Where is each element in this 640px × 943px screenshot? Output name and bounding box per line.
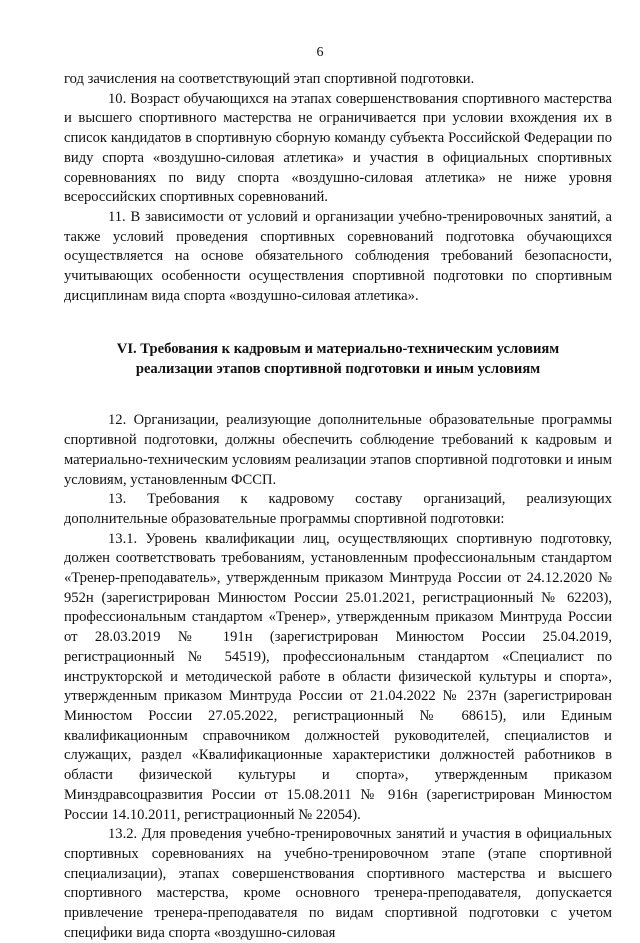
document-body [64, 70, 612, 943]
paragraph-continuation: год зачисления на соответствующий этап спортивной подготовки. [64, 71, 475, 87]
section-heading-line-1: VI. Требования к кадровым и материально-техническим условиям [116, 341, 560, 358]
paragraph-13: 13. Требования к кадровому составу организаций, реализующих дополнительные образовательные программы спортивной подготовки: [64, 491, 612, 527]
paragraph-13-2: 13.2. Для проведения учебно-тренировочных занятий и участия в официальных спортивных соревнованиях на учебно-тренировочном этапе (этапе спортивной специализации), этапах совершенствования спортивного мастерства и высшего спортивного мастерства, кроме основного тренера-преподавателя, допускается привлечение тренера-преподавателя по видам спортивной подготовки с учетом специфики вида спорта «воздушно-силовая [64, 826, 612, 941]
paragraph-11: 11. В зависимости от условий и организации учебно-тренировочных занятий, а также условий проведения спортивных соревнований подготовка обучающихся осуществляется на основе обязательного соблюдения требований безопасности, учитывающих особенности осуществления спортивной подготовки по спортивным дисциплинам вида спорта «воздушно-силовая атлетика». [64, 208, 612, 304]
paragraph-13-1: 13.1. Уровень квалификации лиц, осуществляющих спортивную подготовку, должен соответствовать требованиям, установленным профессиональным стандартом «Тренер-преподаватель», утвержденным приказом Минтруда России от 24.12.2020 № 952н (зарегистрирован Минюстом России 25.01.2021, регистрационный № 62203), профессиональным стандартом «Тренер», утвержденным приказом Минтруда России от 28.03.2019 № 191н (зарегистрирован Минюстом России 25.04.2019, регистрационный № 54519), профессиональным стандартом «Специалист по инструкторской и методической работе в области физической культуры и спорта», утвержденным приказом Минтруда России от 21.04.2022 № 237н (зарегистрирован Минюстом России 27.05.2022, регистрационный № 68615), или Единым квалификационным справочником должностей руководителей, специалистов и служащих, раздел «Квалификационные характеристики должностей работников в области физической культуры и спорта», утвержденным приказом Минздравсоцразвития России от 15.08.2011 № 916н (зарегистрирован Минюстом России 14.10.2011, регистрационный № 22054). [64, 530, 612, 823]
section-heading [64, 339, 612, 379]
section-heading-line-2: реализации этапов спортивной подготовки и иным условиям [135, 361, 541, 378]
paragraph-10: 10. Возраст обучающихся на этапах совершенствования спортивного мастерства и высшего спортивного мастерства не ограничивается при условии вхождения их в список кандидатов в спортивную сборную команду субъекта Российской Федерации по виду спорта «воздушно-силовая атлетика» и участия в официальных спортивных соревнованиях по виду спорта «воздушно-силовая атлетика» не ниже уровня всероссийских спортивных соревнований. [64, 90, 612, 206]
paragraph-12: 12. Организации, реализующие дополнительные образовательные программы спортивной подготовки, должны обеспечить соблюдение требований к кадровым и материально-техническим условиям реализации этапов спортивной подготовки и иным условиям, установленным ФССП. [64, 412, 612, 488]
page-number: 6 [316, 45, 324, 60]
